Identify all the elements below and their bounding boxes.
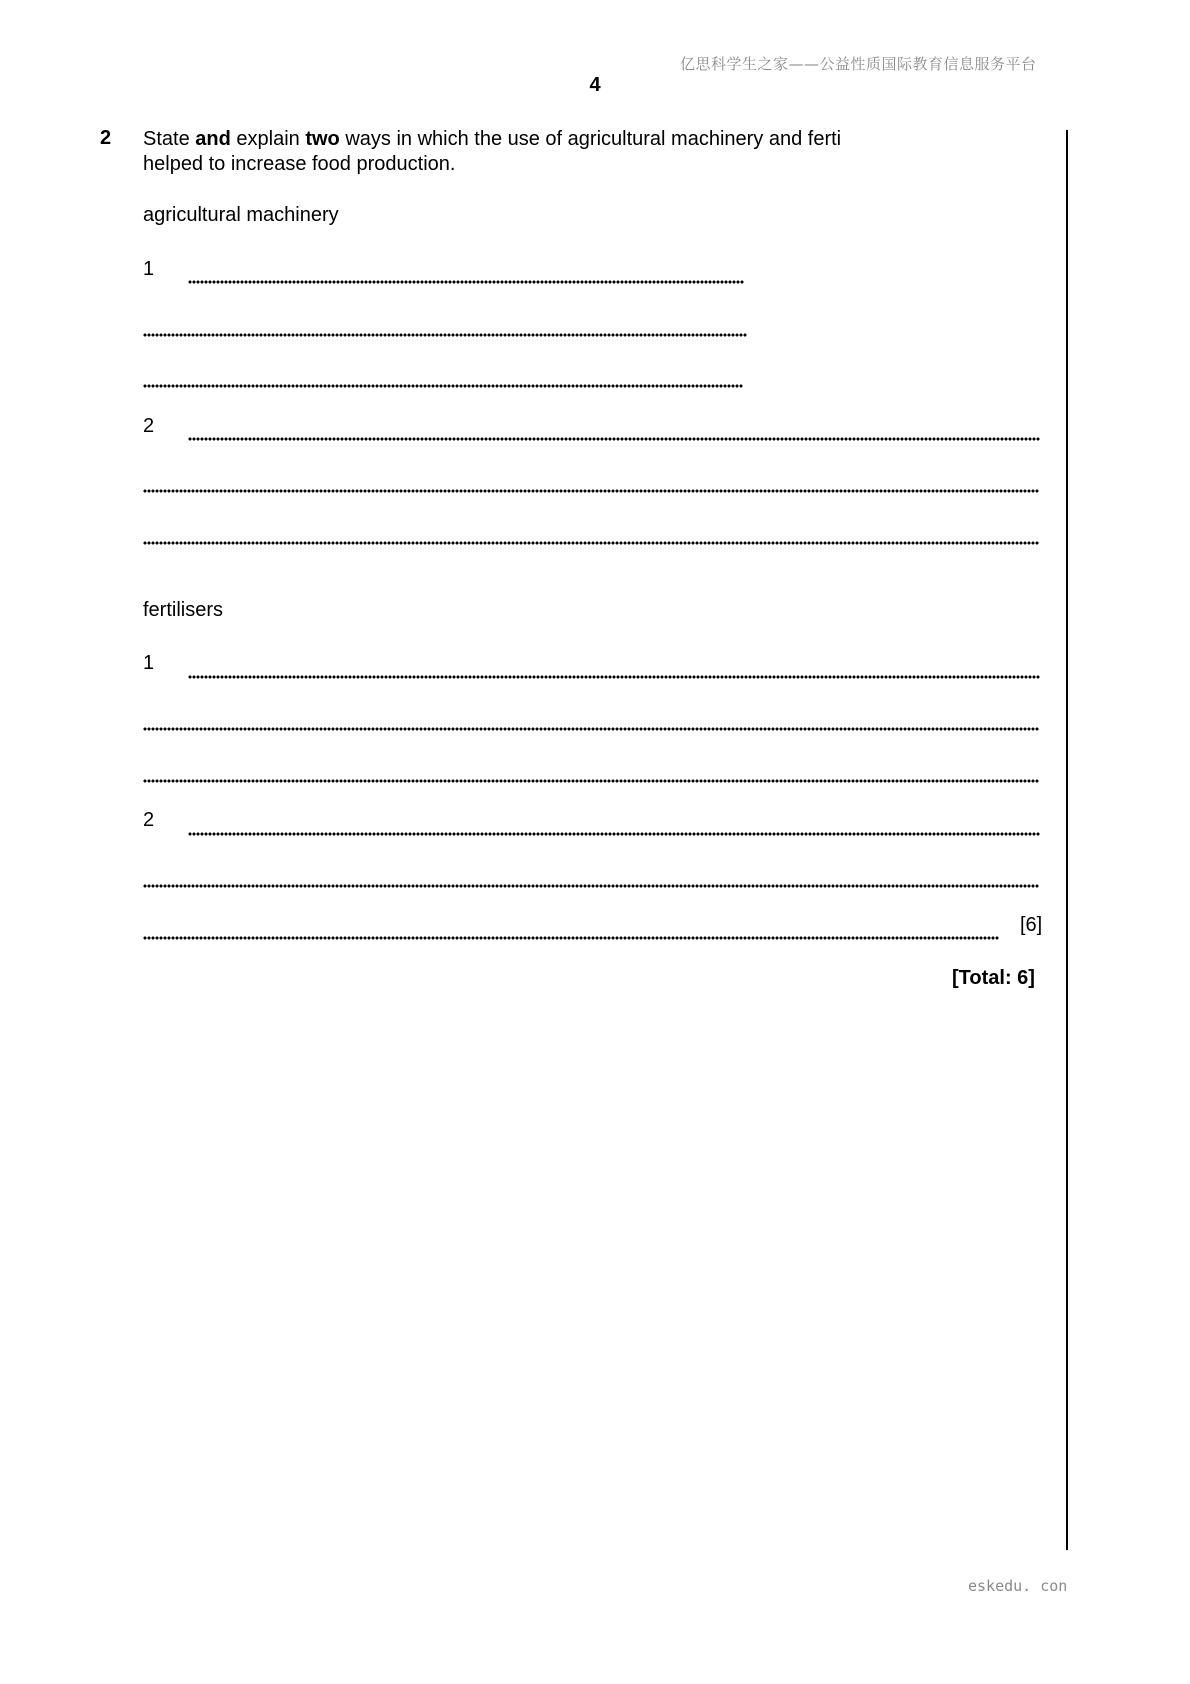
question-emphasis-two: two xyxy=(305,128,340,150)
answer-line[interactable] xyxy=(143,541,1039,545)
answer-line[interactable] xyxy=(188,832,1040,836)
question-number: 2 xyxy=(100,127,112,149)
answer-line[interactable] xyxy=(188,280,744,284)
answer-line[interactable] xyxy=(188,437,1040,441)
answer-line[interactable] xyxy=(143,333,747,337)
question-text-part: explain xyxy=(230,128,306,150)
question-text-line2: helped to increase food production. xyxy=(143,153,456,175)
answer-line[interactable] xyxy=(143,936,999,940)
question-text xyxy=(143,127,943,177)
answer-line[interactable] xyxy=(143,727,1039,731)
total-marks: [Total: 6] xyxy=(952,967,1035,989)
question-emphasis-and: and xyxy=(195,128,231,150)
answer-line[interactable] xyxy=(143,489,1039,493)
margin-rule xyxy=(1066,130,1068,1550)
answer-item-number: 2 xyxy=(143,809,155,831)
question-text-part: ways in which the use of agricultural machinery and ferti xyxy=(339,128,842,150)
answer-line[interactable] xyxy=(188,675,1040,679)
answer-line[interactable] xyxy=(143,779,1039,783)
answer-item-number: 1 xyxy=(143,652,155,674)
section-label-fertilisers: fertilisers xyxy=(143,599,224,621)
footer-site: eskedu. con xyxy=(968,1577,1068,1595)
answer-item-number: 2 xyxy=(143,415,155,437)
answer-item-number: 1 xyxy=(143,258,155,280)
answer-line[interactable] xyxy=(143,884,1039,888)
section-label-agricultural-machinery: agricultural machinery xyxy=(143,204,339,226)
header-watermark: 亿思科学生之家——公益性质国际教育信息服务平台 xyxy=(680,55,1037,73)
answer-line[interactable] xyxy=(143,384,743,388)
page-number: 4 xyxy=(589,74,601,96)
marks-label: [6] xyxy=(1020,914,1043,936)
question-text-part: State xyxy=(143,128,196,150)
